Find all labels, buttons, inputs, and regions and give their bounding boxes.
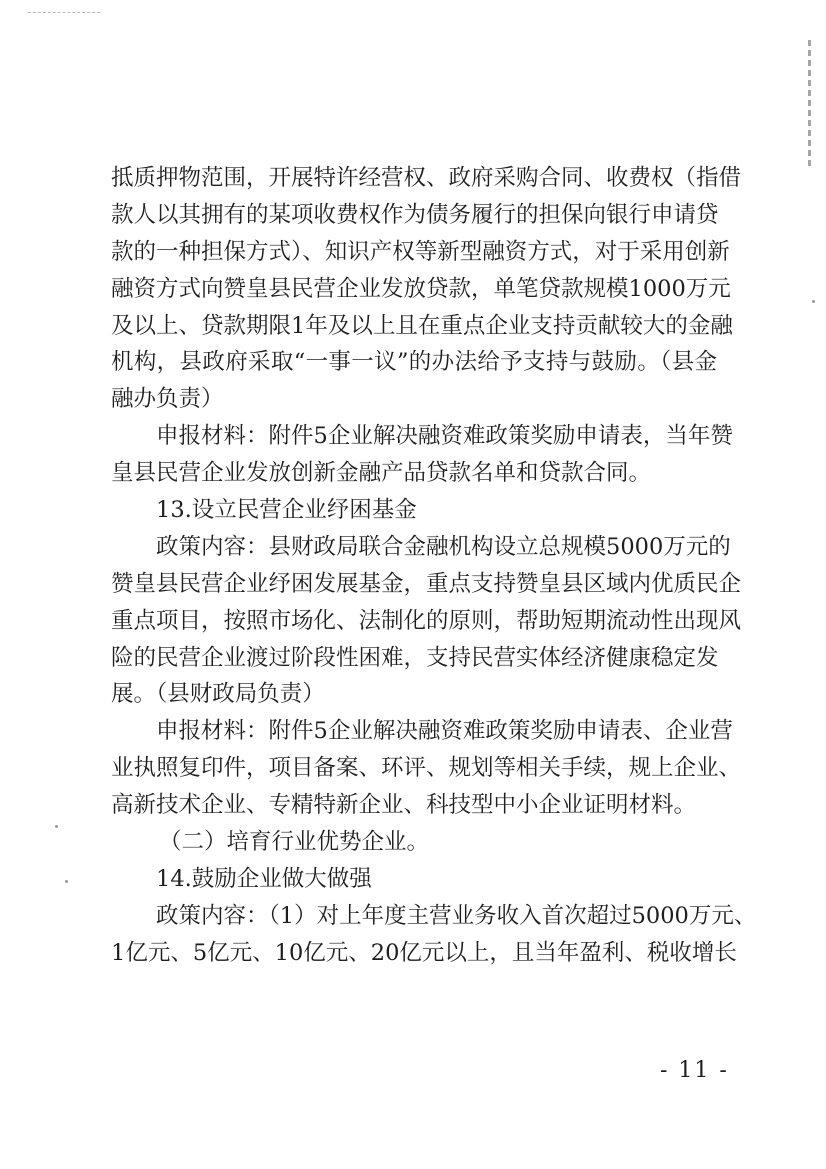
text-line: 融办负责） — [111, 386, 224, 413]
scan-artifact-top — [28, 12, 100, 13]
text-line: 重点项目，按照市场化、法制化的原则，帮助短期流动性出现风 — [111, 607, 742, 634]
scan-artifact-right — [808, 40, 811, 170]
paragraph-application-materials-13 — [111, 713, 742, 824]
text-line: 申报材料：附件5企业解决融资难政策奖励申请表，当年赞 — [156, 423, 733, 450]
text-line: 机构，县政府采取“一事一议”的办法给予支持与鼓励。（县金 — [111, 349, 717, 376]
body-text — [111, 160, 757, 972]
text-line: 款人以其拥有的某项收费权作为债务履行的担保向银行申请贷 — [111, 201, 719, 228]
text-line: 高新技术企业、专精特新企业、科技型中小企业证明材料。 — [111, 792, 697, 819]
text-line: 申报材料：附件5企业解决融资难政策奖励申请表、企业营 — [156, 718, 733, 745]
text-line: 款的一种担保方式）、知识产权等新型融资方式，对于采用创新 — [111, 238, 730, 265]
section-heading-2: （二）培育行业优势企业。 — [159, 829, 430, 856]
text-line: 抵质押物范围，开展特许经营权、政府采购合同、收费权（指借 — [111, 165, 742, 191]
paragraph-financing-methods — [111, 160, 742, 418]
text-line: 业执照复印件，项目备案、环评、规划等相关手续，规上企业、 — [111, 755, 742, 782]
item-heading-14: 14.鼓励企业做大做强 — [156, 865, 372, 892]
item-heading-13: 13.设立民营企业纾困基金 — [156, 497, 417, 524]
page-number: - 11 - — [660, 1058, 729, 1083]
scan-speck — [812, 300, 815, 303]
paragraph-policy-13 — [111, 529, 742, 713]
text-line: 皇县民营企业发放创新金融产品贷款名单和贷款合同。 — [111, 460, 652, 487]
text-line: 政策内容：县财政局联合金融机构设立总规模5000万元的 — [156, 533, 731, 560]
scan-speck — [55, 825, 58, 828]
text-line: 展。（县财政局负责） — [111, 681, 325, 708]
text-line: 险的民营企业渡过阶段性困难，支持民营实体经济健康稳定发 — [111, 644, 719, 671]
paragraph-application-materials-12 — [111, 418, 733, 492]
paragraph-policy-14 — [111, 898, 757, 972]
text-line: 1亿元、5亿元、10亿元、20亿元以上，且当年盈利、税收增长 — [111, 939, 737, 966]
text-line: 政策内容：（1）对上年度主营业务收入首次超过5000万元、 — [156, 902, 757, 929]
text-line: 赞皇县民营企业纾困发展基金，重点支持赞皇县区域内优质民企 — [111, 570, 742, 597]
scan-speck — [65, 880, 68, 883]
text-line: 及以上、贷款期限1年及以上且在重点企业支持贡献较大的金融 — [111, 312, 733, 339]
text-line: 融资方式向赞皇县民营企业发放贷款，单笔贷款规模1000万元 — [111, 275, 731, 302]
